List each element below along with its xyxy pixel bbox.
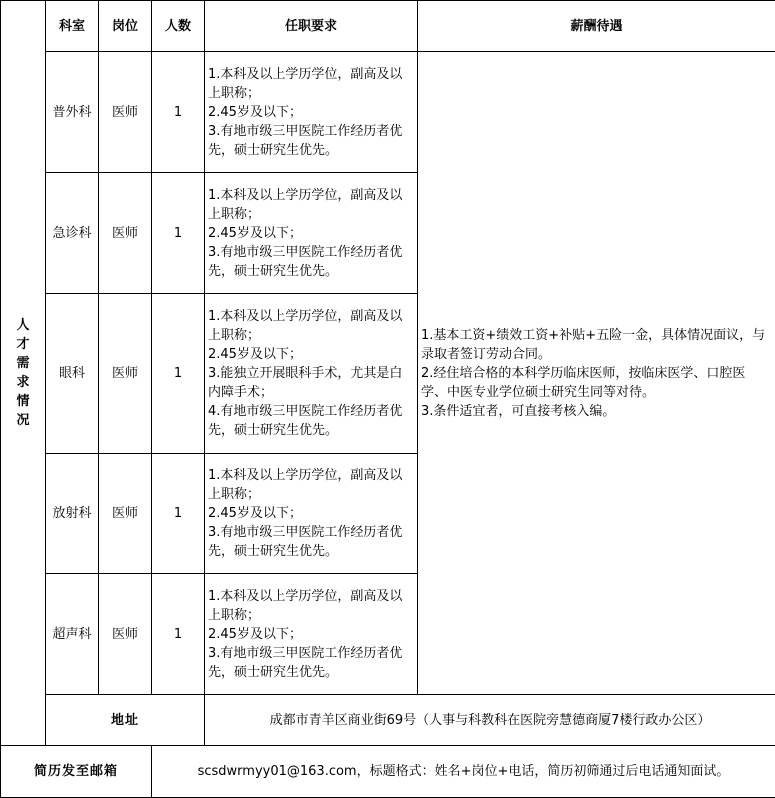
address-value: 成都市青羊区商业街69号（人事与科教科在医院旁慧德商厦7楼行政办公区）: [205, 695, 775, 746]
position-cell: 医师: [99, 173, 152, 294]
count-cell: 1: [152, 294, 205, 454]
requirement-item: 2.45岁及以下；: [208, 625, 413, 644]
requirements-cell: [205, 52, 418, 173]
side-label-char: 求: [1, 373, 45, 392]
side-label-char: 况: [1, 411, 45, 430]
header-count: 人数: [152, 1, 205, 52]
side-label-char: 人: [1, 316, 45, 335]
requirement-item: 1.本科及以上学历学位，副高及以上职称；: [208, 65, 413, 103]
count-cell: 1: [152, 173, 205, 294]
header-position: 岗位: [99, 1, 152, 52]
requirement-item: 3.有地市级三甲医院工作经历者优先，硕士研究生优先。: [208, 122, 413, 160]
email-row: [1, 746, 775, 798]
requirements-cell: [205, 173, 418, 294]
address-row: [1, 695, 775, 746]
requirement-item: 2.45岁及以下；: [208, 224, 413, 243]
side-label-char: 才: [1, 335, 45, 354]
requirement-item: 1.本科及以上学历学位，副高及以上职称；: [208, 587, 413, 625]
requirement-item: 1.本科及以上学历学位，副高及以上职称；: [208, 307, 413, 345]
requirement-item: 3.有地市级三甲医院工作经历者优先，硕士研究生优先。: [208, 523, 413, 561]
department-cell: 超声科: [46, 574, 99, 695]
email-value: scsdwrmyy01@163.com，标题格式：姓名+岗位+电话，简历初筛通过后电话通知面试。: [152, 746, 775, 798]
requirement-item: 1.本科及以上学历学位，副高及以上职称；: [208, 466, 413, 504]
header-department: 科室: [46, 1, 99, 52]
requirement-item: 2.45岁及以下；: [208, 103, 413, 122]
count-cell: 1: [152, 454, 205, 574]
requirement-item: 4.有地市级三甲医院工作经历者优先，硕士研究生优先。: [208, 402, 413, 440]
table-row: [1, 52, 775, 173]
count-cell: 1: [152, 574, 205, 695]
header-salary: 薪酬待遇: [418, 1, 775, 52]
requirement-item: 2.45岁及以下；: [208, 345, 413, 364]
requirements-cell: [205, 294, 418, 454]
requirements-cell: [205, 454, 418, 574]
requirement-item: 3.有地市级三甲医院工作经历者优先，硕士研究生优先。: [208, 644, 413, 682]
position-cell: 医师: [99, 52, 152, 173]
requirement-item: 1.本科及以上学历学位，副高及以上职称；: [208, 186, 413, 224]
salary-item: 1.基本工资+绩效工资+补贴+五险一金，具体情况面议，与录取者签订劳动合同。: [421, 326, 769, 364]
department-cell: 普外科: [46, 52, 99, 173]
side-label-char: 情: [1, 392, 45, 411]
header-requirements: 任职要求: [205, 1, 418, 52]
salary-item: 2.经住培合格的本科学历临床医师，按临床医学、口腔医学、中医专业学位硕士研究生同等对待。: [421, 364, 769, 402]
position-cell: 医师: [99, 574, 152, 695]
count-cell: 1: [152, 52, 205, 173]
department-cell: 放射科: [46, 454, 99, 574]
position-cell: 医师: [99, 294, 152, 454]
salary-cell: [418, 52, 775, 695]
salary-item: 3.条件适宜者，可直接考核入编。: [421, 402, 769, 421]
requirement-item: 3.有地市级三甲医院工作经历者优先，硕士研究生优先。: [208, 243, 413, 281]
side-label-char: 需: [1, 354, 45, 373]
requirements-cell: [205, 574, 418, 695]
email-label: 简历发至邮箱: [1, 746, 152, 798]
side-label: [1, 1, 46, 746]
requirement-item: 3.能独立开展眼科手术，尤其是白内障手术；: [208, 364, 413, 402]
department-cell: 眼科: [46, 294, 99, 454]
position-cell: 医师: [99, 454, 152, 574]
requirement-item: 2.45岁及以下；: [208, 504, 413, 523]
address-label: 地址: [46, 695, 205, 746]
department-cell: 急诊科: [46, 173, 99, 294]
